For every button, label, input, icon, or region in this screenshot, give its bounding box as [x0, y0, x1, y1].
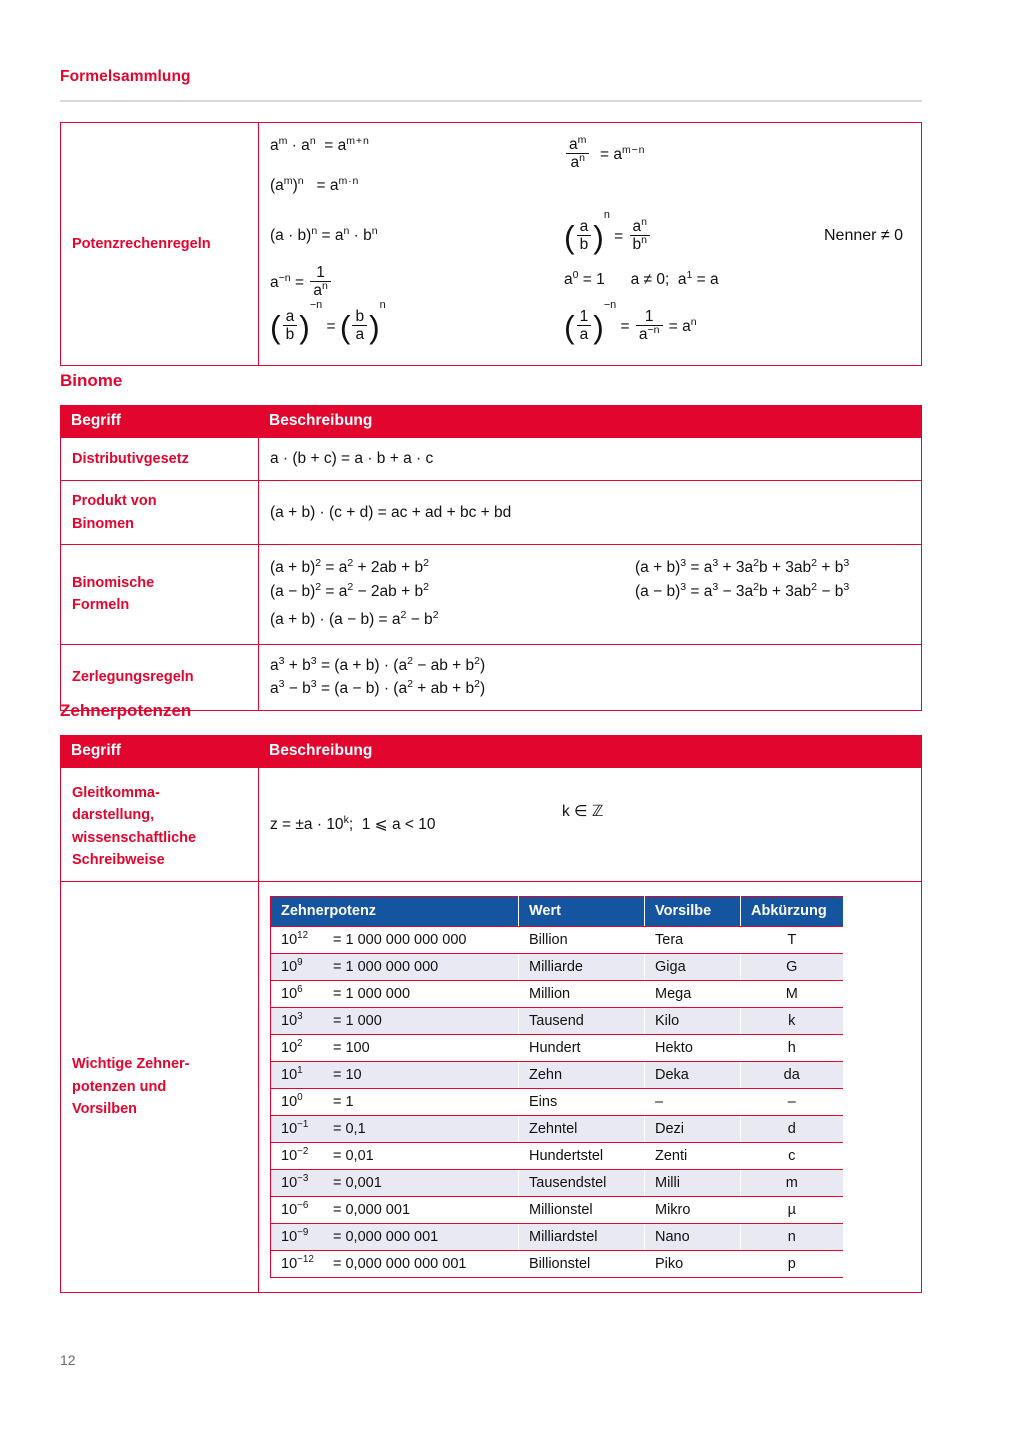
inner-table-row: [271, 1169, 843, 1196]
power-notation: $10^6$: [281, 984, 303, 1002]
power-notation: $10^{-6}$: [281, 1200, 309, 1218]
formula-quotient-power: ( $\frac{a}{b}$ )n = $\frac{a^n}{b^n}$: [564, 219, 652, 255]
inner-table-body: [271, 926, 843, 1277]
term-line: potenzen und: [72, 1078, 167, 1095]
cell-wert: Milliardstel: [519, 1223, 645, 1250]
binome-table: [60, 405, 922, 711]
cell-vorsilbe: Zenti: [645, 1142, 741, 1169]
formula-reciprocal-negative-exponent: ( $\frac{1}{a}$ )−n = $\frac{1}{a^{-n}}$ = $a^n$: [564, 299, 697, 345]
section-title-binome: Binome: [60, 371, 123, 390]
power-exponent: −6: [297, 1200, 309, 1212]
cell-vorsilbe: Milli: [645, 1169, 741, 1196]
power-value: = 0,01: [333, 1147, 374, 1164]
row-formulas-produkt-von-binomen: [259, 481, 922, 545]
power-notation: $10^3$: [281, 1011, 303, 1029]
row-formulas-zerlegungsregeln: [259, 644, 922, 711]
inner-column-header-zehnerpotenz: Zehnerpotenz: [271, 896, 519, 926]
formula-row: [259, 299, 921, 351]
inner-column-header-wert: Wert: [519, 896, 645, 926]
formula-row: [259, 209, 921, 263]
cell-abkuerzung: p: [741, 1250, 843, 1277]
formula-line: $a^3 - b^3 = (a - b) \cdot (a^2$ + ab + $b^2$): [270, 677, 486, 697]
power-value: = 0,001: [333, 1174, 382, 1191]
cell-abkuerzung: m: [741, 1169, 843, 1196]
formula-scientific-notation: $z = \pm a \cdot 10^k$; 1 ⩽ a < 10: [270, 813, 436, 833]
formula-row: [259, 174, 921, 217]
power-exponent: −12: [297, 1254, 314, 1266]
power-notation: $10^1$: [281, 1065, 303, 1083]
formula-negative-exponent: $a^{-n}$ = $\frac{1}{a^n}$: [270, 265, 333, 301]
section-title-zehnerpotenzen: Zehnerpotenzen: [60, 701, 192, 720]
power-exponent: 12: [297, 930, 309, 942]
power-exponent: 2: [297, 1038, 303, 1050]
cell-abkuerzung: n: [741, 1223, 843, 1250]
cell-zehnerpotenz: [271, 1007, 519, 1034]
cell-abkuerzung: k: [741, 1007, 843, 1034]
formula-line: $(a + b) \cdot (a - b) = a^2 - b^2$: [270, 609, 439, 629]
row-term-binomische-formeln: Binomische Formeln: [61, 545, 259, 645]
column-header-beschreibung: Beschreibung: [259, 406, 922, 438]
formula-product-rule: $a^m \cdot a^n = a^{m + n}$: [270, 134, 369, 154]
cell-zehnerpotenz: [271, 926, 519, 953]
row-formula-gleitkommadarstellung: [259, 768, 922, 882]
running-header-title: Formelsammlung: [60, 68, 191, 85]
cell-zehnerpotenz: [271, 1061, 519, 1088]
term-line: wissenschaftliche: [72, 829, 197, 846]
cell-zehnerpotenz: [271, 1034, 519, 1061]
formula-line: $(a - b)^2 = a^2 - 2ab + b^2$: [270, 580, 429, 600]
zehnerpotenzen-table: [60, 735, 922, 1293]
term-line: Schreibweise: [72, 852, 165, 869]
cell-zehnerpotenz: [271, 1169, 519, 1196]
formula-product-power: $(a \cdot b)^n = a^n \cdot b^n$: [270, 224, 378, 244]
cell-vorsilbe: Mega: [645, 980, 741, 1007]
power-value: = 0,000 000 000 001: [333, 1255, 467, 1272]
zehnerpotenz-inner-table: [270, 896, 843, 1278]
cell-abkuerzung: c: [741, 1142, 843, 1169]
cell-zehnerpotenz: [271, 1250, 519, 1277]
term-line: darstellung,: [72, 807, 155, 824]
cell-wert: Millionstel: [519, 1196, 645, 1223]
formula-line-pair: [270, 608, 911, 632]
column-header-begriff: Begriff: [61, 736, 259, 768]
term-line: Wichtige Zehner-: [72, 1056, 190, 1073]
term-line: Vorsilben: [72, 1101, 137, 1118]
potenzrechenregeln-table: [60, 122, 922, 366]
row-term-wichtige-zehnerpotenzen: [61, 881, 259, 1292]
cell-abkuerzung: T: [741, 926, 843, 953]
inner-column-header-abkuerzung: Abkürzung: [741, 896, 843, 926]
inner-table-row: [271, 1115, 843, 1142]
cell-wert: Billionstel: [519, 1250, 645, 1277]
cell-vorsilbe: Mikro: [645, 1196, 741, 1223]
cell-wert: Hundert: [519, 1034, 645, 1061]
cell-wert: Tausend: [519, 1007, 645, 1034]
cell-vorsilbe: Tera: [645, 926, 741, 953]
inner-column-header-vorsilbe: Vorsilbe: [645, 896, 741, 926]
row-term-produkt-von-binomen: Produkt von Binomen: [61, 481, 259, 545]
column-header-begriff: Begriff: [61, 406, 259, 438]
cell-wert: Tausendstel: [519, 1169, 645, 1196]
formula-row: [259, 263, 921, 307]
cell-wert: Million: [519, 980, 645, 1007]
table-header-row: [61, 406, 922, 438]
power-value: = 1 000 000: [333, 985, 411, 1002]
power-value: = 0,000 000 001: [333, 1228, 439, 1245]
power-notation: $10^{-3}$: [281, 1173, 309, 1191]
column-header-beschreibung: Beschreibung: [259, 736, 922, 768]
power-notation: $10^{-9}$: [281, 1227, 309, 1245]
table-row: [61, 768, 922, 882]
cell-zehnerpotenz: [271, 953, 519, 980]
row-formulas-distributivgesetz: [259, 438, 922, 481]
table-row: [61, 438, 922, 481]
cell-wert: Billion: [519, 926, 645, 953]
inner-table-row: [271, 1223, 843, 1250]
table-row: [61, 881, 922, 1292]
formula-note-nenner: Nenner ≠ 0: [824, 227, 904, 244]
cell-vorsilbe: Nano: [645, 1223, 741, 1250]
power-exponent: 9: [297, 957, 303, 969]
potenz-label: Potenzrechenregeln: [61, 123, 259, 366]
inner-table-row: [271, 1142, 843, 1169]
cell-vorsilbe: Piko: [645, 1250, 741, 1277]
table-header-row: [61, 736, 922, 768]
formula-line-pair: [270, 556, 911, 580]
cell-vorsilbe: Kilo: [645, 1007, 741, 1034]
power-notation: $10^{-12}$: [281, 1254, 314, 1272]
formula-row: [259, 133, 921, 177]
power-value: = 0,1: [333, 1120, 366, 1137]
power-exponent: −1: [297, 1119, 309, 1131]
power-value: = 1 000: [333, 1012, 382, 1029]
power-notation: $10^{12}$: [281, 930, 309, 948]
formula-line: $(a - b)^3 = a^3 - 3a^2b + 3ab^2 - b^3$: [635, 580, 850, 600]
cell-zehnerpotenz: [271, 1142, 519, 1169]
formula-quotient-rule: $\frac{a^m}{a^n}$ = $a^{m - n}$: [564, 137, 645, 173]
row-formulas-binomische-formeln: [259, 545, 922, 645]
power-value: = 100: [333, 1039, 370, 1056]
cell-zehnerpotenz: [271, 1088, 519, 1115]
cell-wert: Hundertstel: [519, 1142, 645, 1169]
inner-table-row: [271, 980, 843, 1007]
formula-fraction-negative-exponent: ( $\frac{a}{b}$ )−n = ( $\frac{b}{a}$ )n: [270, 299, 386, 345]
formula-line-pair: [270, 580, 911, 604]
power-exponent: 6: [297, 984, 303, 996]
power-notation: $10^{-2}$: [281, 1146, 309, 1164]
power-value: = 1 000 000 000: [333, 958, 439, 975]
row-content-zehnerpotenzen-list: [259, 881, 922, 1292]
power-notation: $10^9$: [281, 957, 303, 975]
cell-wert: Milliarde: [519, 953, 645, 980]
formula-line: $(a + b)^2 = a^2 + 2ab + b^2$: [270, 557, 429, 577]
formula-line: (a + b) · (c + d) = ac + ad + bc + bd: [270, 503, 512, 521]
inner-table-row: [271, 1034, 843, 1061]
cell-abkuerzung: d: [741, 1115, 843, 1142]
formula-condition-k: k ∈ ℤ: [562, 803, 604, 820]
cell-wert: Zehntel: [519, 1115, 645, 1142]
cell-vorsilbe: Dezi: [645, 1115, 741, 1142]
header-divider: [60, 100, 922, 102]
power-exponent: −2: [297, 1146, 309, 1158]
inner-table-row: [271, 1088, 843, 1115]
cell-abkuerzung: M: [741, 980, 843, 1007]
cell-wert: Eins: [519, 1088, 645, 1115]
power-exponent: 0: [297, 1092, 303, 1104]
power-value: = 1: [333, 1093, 354, 1110]
cell-wert: Zehn: [519, 1061, 645, 1088]
power-exponent: 1: [297, 1065, 303, 1077]
inner-table-row: [271, 953, 843, 980]
power-exponent: −3: [297, 1173, 309, 1185]
cell-abkuerzung: G: [741, 953, 843, 980]
cell-zehnerpotenz: [271, 1115, 519, 1142]
power-exponent: 3: [297, 1011, 303, 1023]
formula-power-of-power: $(a^m)^n = a^{m \cdot n}$: [270, 174, 359, 194]
cell-vorsilbe: Giga: [645, 953, 741, 980]
cell-abkuerzung: µ: [741, 1196, 843, 1223]
cell-zehnerpotenz: [271, 1196, 519, 1223]
formula-zero-and-one-exponent: $a^0 = 1$ a ≠ 0; $a^1 = a$: [564, 268, 719, 288]
power-notation: $10^{-1}$: [281, 1119, 309, 1137]
term-line: Gleitkomma-: [72, 785, 160, 801]
formula-line: a · (b + c) = a · b + a · c: [270, 450, 434, 467]
potenz-formulas: [259, 123, 922, 366]
cell-zehnerpotenz: [271, 980, 519, 1007]
cell-abkuerzung: h: [741, 1034, 843, 1061]
formula-line: $a^3 + b^3 = (a + b) \cdot (a^2$ − ab + $b^2$): [270, 654, 486, 674]
formula-line: $(a + b)^3 = a^3 + 3a^2b + 3ab^2 + b^3$: [635, 557, 850, 577]
table-row: [61, 545, 922, 645]
row-term-zerlegungsregeln: Zerlegungsregeln: [61, 644, 259, 711]
power-exponent: −9: [297, 1227, 309, 1239]
power-value: = 0,000 001: [333, 1201, 411, 1218]
page-number: 12: [60, 1352, 76, 1368]
power-notation: $10^0$: [281, 1092, 303, 1110]
inner-table-row: [271, 1250, 843, 1277]
row-term-gleitkommadarstellung: [61, 768, 259, 882]
power-value: = 1 000 000 000 000: [333, 931, 467, 948]
inner-table-row: [271, 1007, 843, 1034]
table-row: [61, 123, 922, 366]
power-notation: $10^2$: [281, 1038, 303, 1056]
power-value: = 10: [333, 1066, 362, 1083]
inner-table-row: [271, 926, 843, 953]
inner-table-header-row: [271, 896, 843, 926]
cell-zehnerpotenz: [271, 1223, 519, 1250]
row-term-distributivgesetz: Distributivgesetz: [61, 438, 259, 481]
table-row: [61, 481, 922, 545]
inner-table-row: [271, 1061, 843, 1088]
cell-abkuerzung: –: [741, 1088, 843, 1115]
cell-vorsilbe: –: [645, 1088, 741, 1115]
cell-vorsilbe: Hekto: [645, 1034, 741, 1061]
cell-abkuerzung: da: [741, 1061, 843, 1088]
cell-vorsilbe: Deka: [645, 1061, 741, 1088]
inner-table-row: [271, 1196, 843, 1223]
